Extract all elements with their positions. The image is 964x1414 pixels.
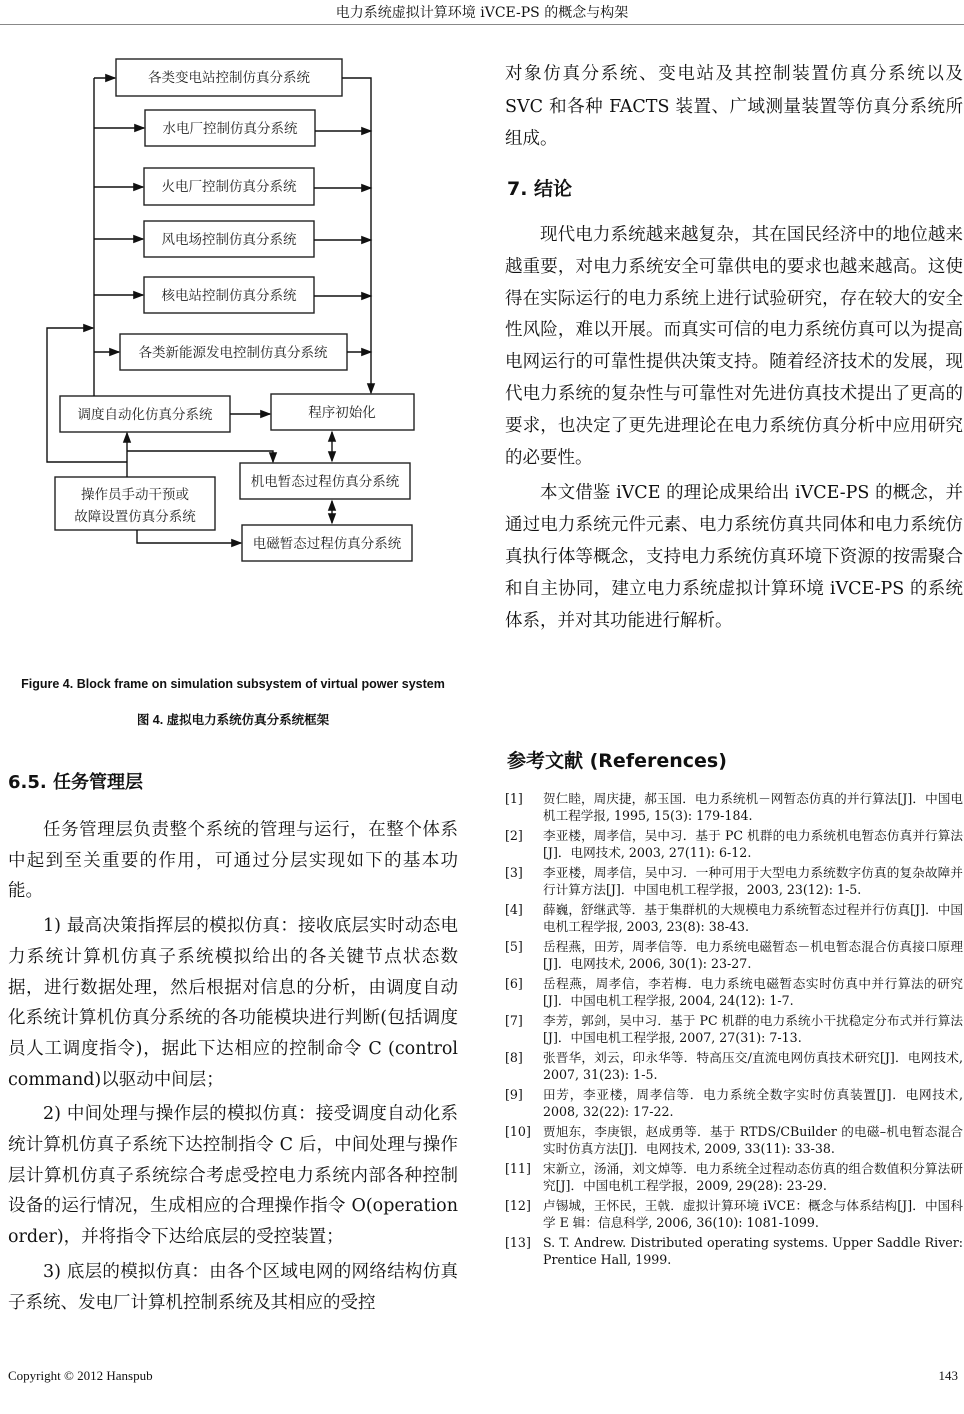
reference-text: 李芳，郭剑，吴中习．基于 PC 机群的电力系统小干扰稳定分布式并行算法[J]．中国电机工程学报, 2007, 27(31): 7-13. [543, 1013, 963, 1045]
left-body [8, 815, 458, 1318]
reference-item [505, 1160, 963, 1194]
reference-text: 张晋华，刘云，印永华等．特高压交/直流电网仿真技术研究[J]．电网技术, 2007, 31(23): 1-5. [543, 1050, 963, 1082]
reference-number: [1] [505, 791, 523, 806]
box-label: 机电暂态过程仿真分系统 [250, 474, 400, 490]
paragraph: 本文借鉴 iVCE 的理论成果给出 iVCE-PS 的概念，并通过电力系统元件元素、电力系统仿真共同体和电力系统仿真执行体等概念，支持电力系统仿真环境下资源的按需聚合和自主协同，建立电力系统虚拟计算环境 iVCE-PS 的系统体系，并对其功能进行解析。 [505, 483, 963, 631]
right-continuation [505, 58, 963, 156]
reference-text: 岳程燕，田芳，周孝信等．电力系统电磁暂态－机电暂态混合仿真接口原理[J]．电网技术, 2006, 30(1): 23-27. [543, 939, 963, 971]
box-label: 核电站控制仿真分系统 [161, 288, 297, 304]
reference-text: 李亚楼，周孝信，吴中习．一种可用于大型电力系统数字仿真的复杂故障并行计算方法[J]．中国电机工程学报，2003, 23(12): 1-5. [543, 865, 963, 897]
box-label: 电磁暂态过程仿真分系统 [252, 536, 402, 552]
reference-item [505, 790, 963, 824]
reference-text: 宋新立，汤涌，刘文焯等．电力系统全过程动态仿真的组合数值积分算法研究[J]．中国电机工程学报，2009, 29(28): 23-29. [543, 1161, 963, 1193]
copyright: Copyright © 2012 Hanspub [8, 1368, 153, 1383]
paragraph: 2) 中间处理与操作层的模拟仿真：接受调度自动化系统计算机仿真子系统下达控制指令 C 后，中间处理与操作层计算机仿真子系统综合考虑受控电力系统内部各种控制设备的运行情况，生成相应的合理操作指令 O(operation order)，并将指令下达给底层的受控装置； [8, 1104, 458, 1248]
reference-text: 卢锡城，王怀民，王戟．虚拟计算环境 iVCE：概念与体系结构[J]．中国科学 E 辑：信息科学, 2006, 36(10): 1081-1099. [543, 1198, 963, 1230]
reference-number: [9] [505, 1087, 523, 1102]
box-label: 程序初始化 [308, 405, 376, 421]
reference-item [505, 1197, 963, 1231]
reference-number: [4] [505, 902, 523, 917]
section-heading-6-5: 6.5. 任务管理层 [8, 772, 143, 793]
paragraph: 现代电力系统越来越复杂，其在国民经济中的地位越来越重要，对电力系统安全可靠供电的要求也越来越高。这使得在实际运行的电力系统上进行试验研究，存在较大的安全性风险，难以开展。而真实可信的电力系统仿真可以为提高电网运行的可靠性提供决策支持。随着经济技术的发展，现代电力系统的复杂性与可靠性对先进仿真技术提出了更高的要求，也决定了更先进理论在电力系统仿真分析中应用研究的必要性。 [505, 225, 963, 468]
reference-item [505, 1049, 963, 1083]
references-heading: 参考文献 (References) [507, 750, 727, 772]
reference-text: 田芳，李亚楼，周孝信等．电力系统全数字实时仿真装置[J]．电网技术, 2008, 32(22): 17-22. [543, 1087, 963, 1119]
reference-number: [3] [505, 865, 523, 880]
box-label: 各类新能源发电控制仿真分系统 [138, 345, 328, 361]
reference-number: [10] [505, 1124, 531, 1139]
box-label: 调度自动化仿真分系统 [77, 407, 213, 423]
reference-item [505, 1086, 963, 1120]
reference-number: [5] [505, 939, 523, 954]
reference-item [505, 975, 963, 1009]
reference-list [505, 790, 963, 1271]
figure-caption-zh: 图 4. 虚拟电力系统仿真分系统框架 [136, 713, 330, 727]
reference-item [505, 864, 963, 898]
block-diagram [0, 0, 470, 680]
reference-number: [2] [505, 828, 523, 843]
reference-text: 薛巍，舒继武等．基于集群机的大规模电力系统暂态过程并行仿真[J]．中国电机工程学报, 2003, 23(8): 38-43. [543, 902, 963, 934]
box-label: 水电厂控制仿真分系统 [162, 121, 298, 137]
running-header: 电力系统虚拟计算环境 iVCE-PS 的概念与构架 [335, 5, 629, 21]
reference-number: [12] [505, 1198, 531, 1213]
box-label: 风电场控制仿真分系统 [161, 232, 297, 248]
reference-number: [8] [505, 1050, 523, 1065]
reference-text: 岳程燕，周孝信，李若梅．电力系统电磁暂态实时仿真中并行算法的研究[J]．中国电机工程学报, 2004, 24(12): 1-7. [543, 976, 963, 1008]
reference-number: [7] [505, 1013, 523, 1028]
box-label: 故障设置仿真分系统 [74, 509, 196, 525]
reference-item [505, 827, 963, 861]
reference-item [505, 1012, 963, 1046]
reference-text: 贾旭东，李庚银，赵成勇等．基于 RTDS/CBuilder 的电磁–机电暂态混合实时仿真方法[J]．电网技术, 2009, 33(11): 33-38. [543, 1124, 963, 1156]
reference-number: [6] [505, 976, 523, 991]
reference-text: 贺仁睦，周庆捷，郝玉国．电力系统机－网暂态仿真的并行算法[J]．中国电机工程学报, 1995, 15(3): 179-184. [543, 791, 963, 823]
box-label: 操作员手动干预或 [81, 487, 189, 503]
right-body [505, 220, 963, 637]
footer [8, 1368, 964, 1384]
paragraph: 对象仿真分系统、变电站及其控制装置仿真分系统以及 SVC 和各种 FACTS 装置、广域测量装置等仿真分系统所组成。 [505, 64, 963, 149]
page-number: 143 [938, 1368, 958, 1383]
reference-item [505, 1234, 963, 1268]
paragraph: 1) 最高决策指挥层的模拟仿真：接收底层实时动态电力系统计算机仿真子系统模拟给出的各关键节点状态数据，进行数据处理，然后根据对信息的分析，由调度自动化系统计算机仿真分系统的各功能模块进行判断(包括调度员人工调度指令)，据此下达相应的控制命令 C (control command)以驱动中间层； [8, 916, 458, 1090]
paragraph: 3) 底层的模拟仿真：由各个区域电网的网络结构仿真子系统、发电厂计算机控制系统及其相应的受控 [8, 1261, 458, 1313]
reference-item [505, 901, 963, 935]
figure-caption-en: Figure 4. Block frame on simulation subsystem of virtual power system [21, 677, 445, 691]
reference-item [505, 1123, 963, 1157]
reference-number: [13] [505, 1235, 531, 1250]
reference-item [505, 938, 963, 972]
paragraph: 任务管理层负责整个系统的管理与运行，在整个体系中起到至关重要的作用，可通过分层实现如下的基本功能。 [8, 820, 458, 902]
reference-text: 李亚楼，周孝信，吴中习．基于 PC 机群的电力系统机电暂态仿真并行算法[J]．电网技术, 2003, 27(11): 6-12. [543, 828, 963, 860]
box-label: 火电厂控制仿真分系统 [161, 179, 297, 195]
reference-number: [11] [505, 1161, 531, 1176]
section-heading-7: 7. 结论 [507, 178, 573, 200]
box-label: 各类变电站控制仿真分系统 [148, 70, 310, 86]
reference-text: S. T. Andrew. Distributed operating systems. Upper Saddle River: Prentice Hall, 1999. [543, 1235, 963, 1267]
